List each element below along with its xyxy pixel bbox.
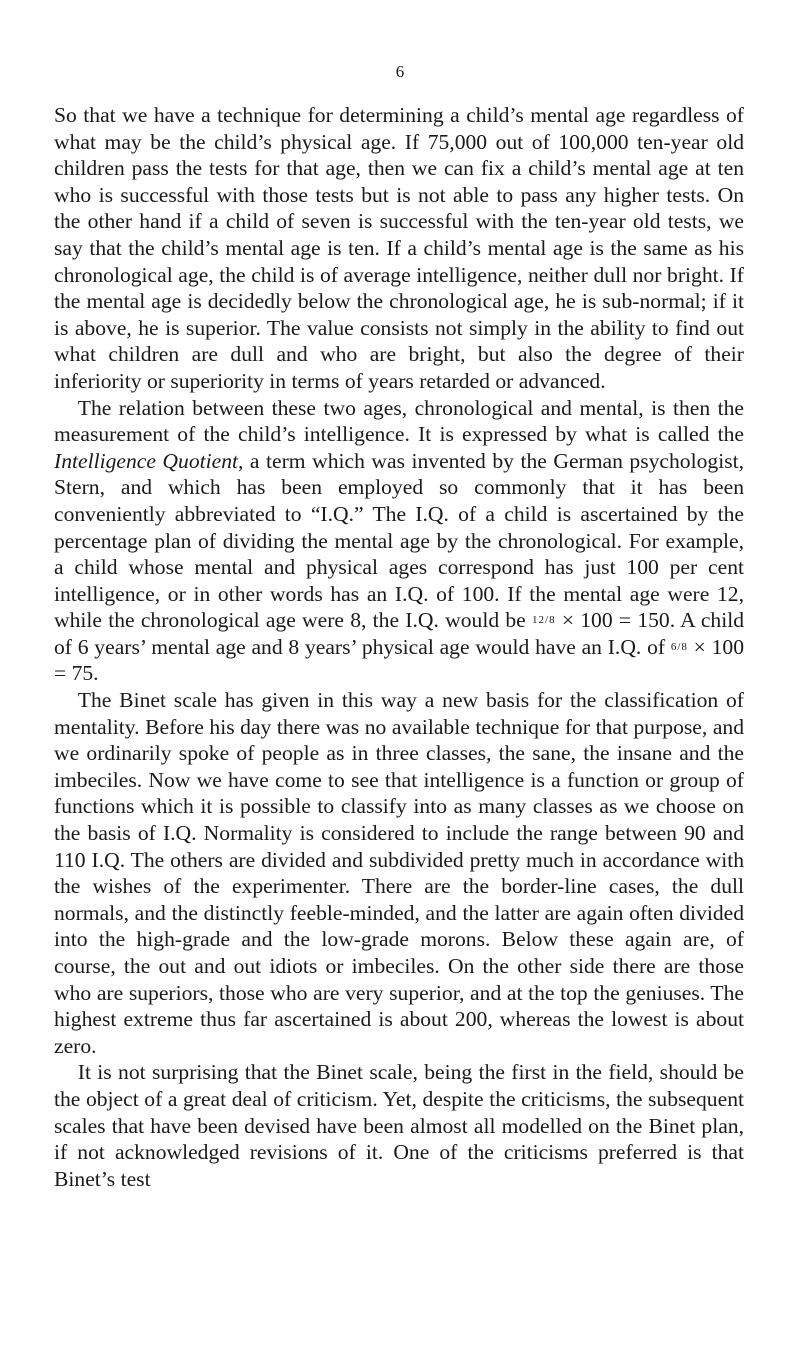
body-text: [54, 102, 744, 1192]
fraction-6-over-8: 6/8: [670, 640, 688, 653]
paragraph-2-part-b: a term which was invented by the German psychologist, Stern, and which has been employed so commonly that it has been conveniently abbreviated to “I.Q.” The I.Q. of a child is ascertained by the percentage plan of dividing the mental age by the chronological. For example, a child whose mental and physical ages correspond has just 100 per cent intelligence, or in other words has an I.Q. of 100. If the mental age were 12, while the chronological age were 8, the I.Q. would be: [54, 448, 745, 633]
intelligence-quotient-term: Intelligence Quotient,: [54, 448, 244, 473]
paragraph-2: [54, 395, 744, 688]
paragraph-3: The Binet scale has given in this way a new basis for the classification of mentality. Before his day there was no available technique for that purpose, and we ordinarily spoke of people as in three classes, the sane, the insane and the imbeciles. Now we have come to see that intelligence is a function or group of functions which it is possible to classify into as many classes as we choose on the basis of I.Q. Normality is considered to include the range between 90 and 110 I.Q. The others are divided and subdivided pretty much in accordance with the wishes of the experimenter. There are the border-line cases, the dull normals, and the distinctly feeble-minded, and the latter are again often divided into the high-grade and the low-grade morons. Below these again are, of course, the out and out idiots or imbeciles. On the other side there are those who are superiors, those who are very superior, and at the top the geniuses. The highest extreme thus far ascertained is about 200, whereas the lowest is about zero.: [54, 688, 744, 1058]
paragraph-2-part-c: × 100 = 150. A child of 6 years’ mental age and 8 years’ physical age would have an I.Q. of: [54, 608, 744, 659]
paragraph-1: So that we have a technique for determining a child’s mental age regardless of what may be the child’s physical age. If 75,000 out of 100,000 ten-year old children pass the tests for that age, then we can fix a child’s mental age at ten who is successful with those tests but is not able to pass any higher tests. On the other hand if a child of seven is successful with the ten-year old tests, we say that the child’s mental age is ten. If a child’s mental age is the same as his chronological age, the child is of average intelligence, neither dull nor bright. If the mental age is decidedly below the chronological age, he is sub-normal; if it is above, he is superior. The value consists not simply in the ability to find out what children are dull and who are bright, but also the degree of their inferiority or superiority in terms of years retarded or advanced.: [54, 103, 744, 393]
paragraph-2-part-d: × 100 = 75.: [54, 634, 744, 686]
page-number: 6: [395, 62, 405, 81]
paragraph-4: It is not surprising that the Binet scale, being the first in the field, should be the object of a great deal of criticism. Yet, despite the criticisms, the subsequent scales that have been devised have been almost all modelled on the Binet plan, if not acknowledged revisions of it. One of the criticisms preferred is that Binet’s test: [54, 1060, 744, 1191]
paragraph-2-part-a: The relation between these two ages, chronological and mental, is then the measurement of the child’s intelligence. It is expressed by what is called the: [54, 395, 744, 447]
fraction-12-over-8: 12/8: [532, 614, 556, 627]
